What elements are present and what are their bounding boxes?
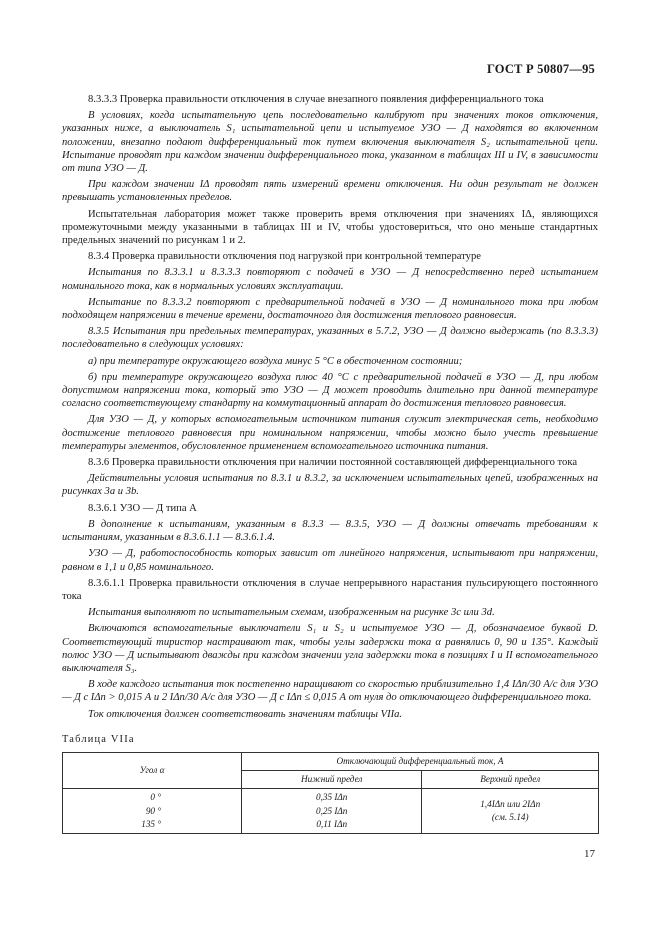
table-header-lower: Нижний предел	[242, 771, 422, 789]
paragraph: Испытания по 8.3.3.1 и 8.3.3.3 повторяют с подачей в УЗО — Д непосредственно перед испытанием номинального тока, как в нормальных условиях эксплуатации.	[62, 267, 598, 292]
paragraph: УЗО — Д, работоспособность которых зависит от линейного напряжения, испытывают при напряжении, равном в 1,1 и 0,85 номинального.	[62, 548, 598, 573]
section-heading-8-3-5: 8.3.5 Испытания при предельных температурах, указанных в 5.7.2, УЗО — Д должно выдержать (по 8.3.3.3) последовательно в следующих условиях:	[62, 326, 598, 351]
upper-value: 1,4IΔn или 2IΔn	[480, 798, 541, 809]
list-item-b: б) при температуре окружающего воздуха плюс 40 °С с предварительной подачей в УЗО — Д, при любом допустимом напряжении тока, который это УЗО — Д может проводить длительно при данной температуре согласно соответствующему стандарту на коммутационный аппарат до достижения теплового равновесия.	[62, 371, 598, 410]
table-header-angle: Угол α	[63, 752, 242, 788]
paragraph-current-rate: В ходе каждого испытания ток постепенно наращивают со скоростью приблизительно 1,4 IΔn/30 А/с для УЗО — Д с IΔn > 0,015 А и 2 IΔn/30 А/с для УЗО — Д с IΔn ≤ 0,015 А от нуля до отключающего дифференциального тока.	[62, 679, 598, 704]
paragraph: Испытание по 8.3.3.2 повторяют с предварительной подачей в УЗО — Д номинального тока при любом подходящем напряжении в течение времени, достаточного для достижения теплового равновесия.	[62, 296, 598, 322]
paragraph: Испытательная лаборатория может также проверить время отключения при значениях IΔ, являющихся промежуточными между указанными в таблицах III и IV, чтобы удостовериться, что оно меньше стандартных предельных значений по рисункам 1 и 2.	[62, 208, 598, 247]
table-caption: Таблица VIIa	[62, 733, 135, 745]
page-number: 17	[584, 848, 595, 860]
section-heading-8-3-3-3: 8.3.3.3 Проверка правильности отключения в случае внезапного появления дифференциального тока	[88, 94, 544, 105]
paragraph: В дополнение к испытаниям, указанным в 8.3.3 — 8.3.5, УЗО — Д должны отвечать требованиям к испытаниям, указанным в 8.3.6.1.1 — 8.3.6.1.4.	[62, 518, 598, 544]
section-heading-8-3-6-1: 8.3.6.1 УЗО — Д типа А	[88, 502, 197, 514]
paragraph: Для УЗО — Д, у которых вспомогательным источником питания служит электрическая сеть, необходимо достижение теплового равновесия при номинальном напряжении, чтобы можно было учесть превышение температуры элементов, обусловленное применением вспомогательного источника питания.	[62, 414, 598, 452]
lower-value: 0,11 IΔn	[316, 818, 348, 829]
document-body	[62, 93, 598, 834]
angle-value: 135 °	[141, 818, 161, 829]
paragraph: Испытания выполняют по испытательным схемам, изображенным на рисунке 3c или 3d.	[88, 607, 495, 619]
paragraph: Включаются вспомогательные выключатели S₁ и S₂ и испытуемое УЗО — Д, обозначаемое буквой D. Соответствующий тиристор настраивают так, чтобы углы задержки тока α равнялись 0, 90 и 135°. Каждый полюс УЗО — Д испытывают дважды при каждом значении угла задержки тока в позициях I и II вспомогательного выключателя S₃.	[62, 623, 598, 674]
angle-value: 0 °	[150, 792, 161, 803]
paragraph: Действительны условия испытания по 8.3.1 и 8.3.2, за исключением испытательных цепей, изображенных на рисунках 3a и 3b.	[62, 473, 598, 498]
angle-value: 90 °	[145, 805, 161, 816]
section-heading-8-3-6: 8.3.6 Проверка правильности отключения при наличии постоянной составляющей дифференциального тока	[88, 457, 578, 469]
table-cell-upper	[422, 789, 599, 834]
paragraph: При каждом значении IΔ проводят пять измерений времени отключения. Ни один результат не должен превышать установленных пределов.	[62, 179, 598, 204]
document-header-code: ГОСТ Р 50807—95	[486, 62, 595, 76]
paragraph: В условиях, когда испытательную цепь последовательно калибруют при значениях токов отключения, указанных ниже, а выключатель S₁ испытательной цепи и испытуемое УЗО — Д находятся во включенном положении, внезапно подают дифференциальный ток путем включения выключателя S₂ испытательной цепи. Испытание проводят при каждом значении дифференциального тока, указанном в таблицах III и IV, в зависимости от типа УЗО — Д.	[62, 110, 598, 175]
upper-note: (см. 5.14)	[491, 812, 529, 823]
list-item-a: а) при температуре окружающего воздуха минус 5 °С в обесточенном состоянии;	[88, 355, 463, 367]
table-cell-lower	[242, 789, 422, 834]
section-heading-8-3-4: 8.3.4 Проверка правильности отключения под нагрузкой при контрольной температуре	[88, 251, 481, 263]
lower-value: 0,25 IΔn	[315, 805, 348, 816]
table-header-group: Отключающий дифференциальный ток, А	[242, 752, 599, 770]
table-cell-angles	[63, 789, 242, 834]
paragraph: Ток отключения должен соответствовать значениям таблицы VIIa.	[88, 708, 403, 720]
section-heading-8-3-6-1-1: 8.3.6.1.1 Проверка правильности отключения в случае непрерывного нарастания пульсирующего постоянного тока	[62, 577, 598, 602]
table-header-upper: Верхний предел	[422, 771, 599, 789]
table-viia	[62, 752, 599, 834]
table-row	[63, 789, 599, 834]
lower-value: 0,35 IΔn	[315, 792, 348, 803]
